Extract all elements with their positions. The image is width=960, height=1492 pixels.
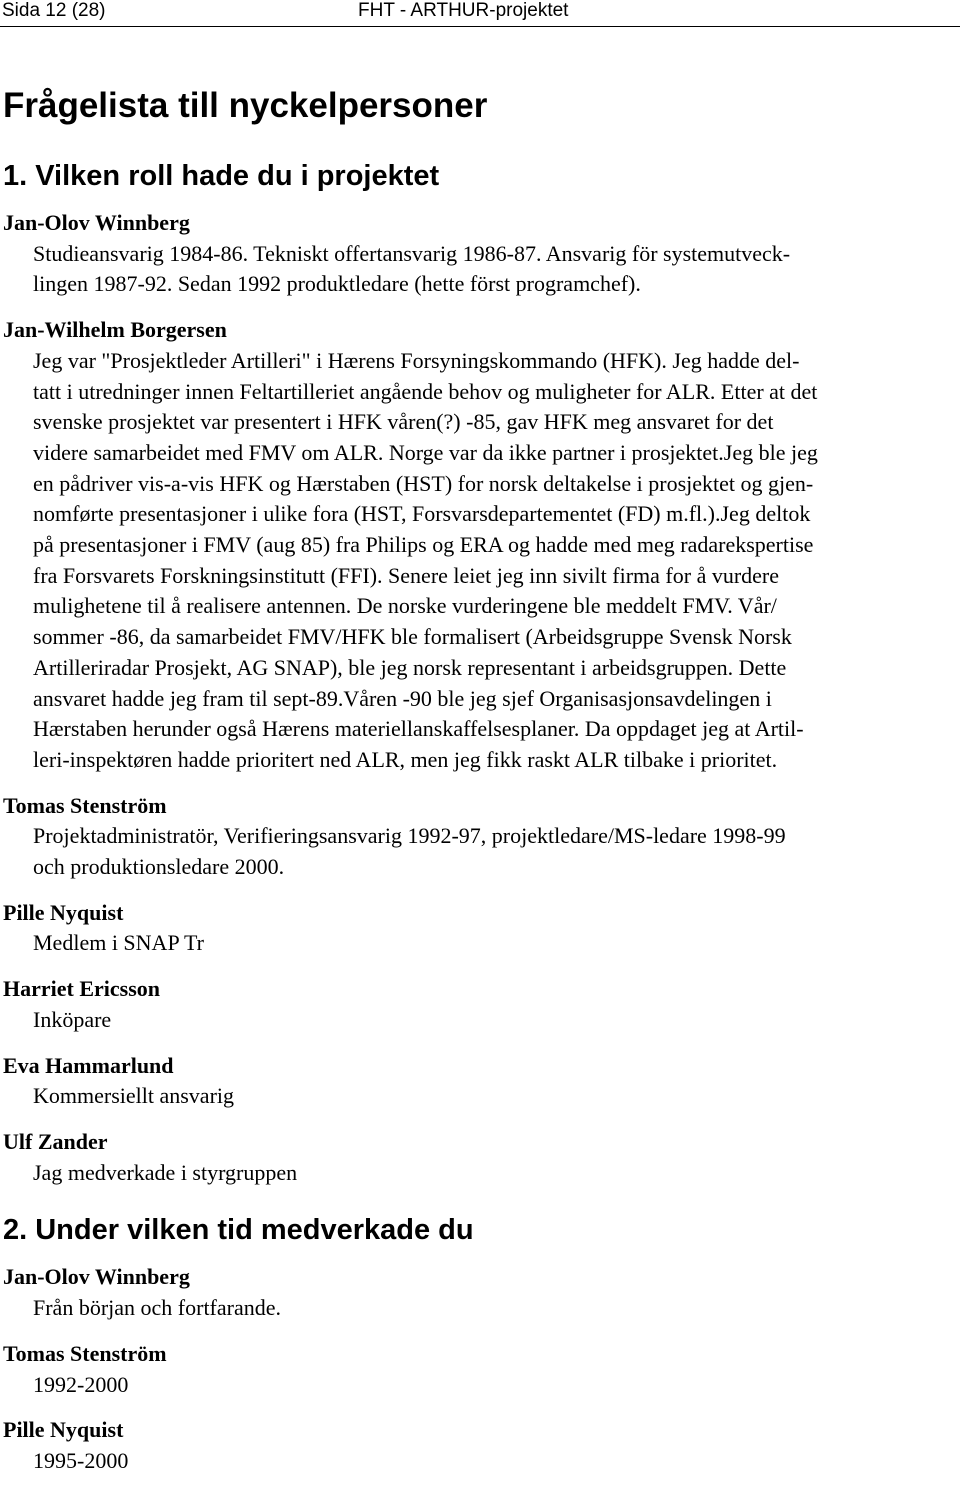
answer-text: Projektadministratör, Verifieringsansvarig 1992-97, projektledare/MS-ledare 1998-99 och produktionsledare 2000. bbox=[33, 823, 786, 880]
answer-text: Jeg var "Prosjektleder Artilleri" i Hærens Forsyningskommando (HFK). Jeg hadde del- tatt i utredninger innen Feltartilleriet angående behov og muligheter for ALR. Etter at det svenske prosjektet var presentert i HFK våren(?) -85, gav HFK meg ansvaret for det videre samarbeidet med FMV om ALR. Norge var da ikke partner i prosjektet.Jeg ble jeg en pådriver vis-a-vis HFK og Hærstaben (HST) for norsk deltakelse i prosjektet og gjen- nomførte presentasjoner i ulike fora (HST, Forsvarsdepartementet (FD) m.fl.).Jeg deltok på presentasjoner i FMV (aug 85) fra Philips og ERA og hadde med meg radarekspertise fra Forsvarets Forskningsinstitutt (FFI). Senere leiet jeg inn sivilt firma for å vurdere mulighetene til å realisere antennen. De norske vurderingene ble meddelt FMV. Vår/ sommer -86, da samarbeidet FMV/HFK ble formalisert (Arbeidsgruppe Svensk Norsk Artilleriradar Prosjekt, AG SNAP), ble jeg norsk representant i arbeidsgruppen. Dette ansvaret hadde jeg fram til sept-89.Våren -90 ble jeg sjef Organisasjonsavdelingen i Hærstaben herunder også Hærens materiellanskaffelsesplaner. Da oppdaget jeg at Artil- leri-inspektøren hadde prioritert ned ALR, men jeg fikk raskt ALR tilbake i prioritet. bbox=[33, 347, 818, 772]
answer-text: 1995-2000 bbox=[33, 1447, 129, 1473]
entry bbox=[3, 1339, 953, 1400]
entry bbox=[3, 791, 953, 883]
entry bbox=[3, 208, 953, 300]
person-name: Pille Nyquist bbox=[3, 899, 124, 925]
answer-text: Kommersiellt ansvarig bbox=[33, 1083, 235, 1109]
document-title: Frågelista till nyckelpersoner bbox=[3, 86, 488, 125]
person-name: Harriet Ericsson bbox=[3, 976, 161, 1002]
person-name: Ulf Zander bbox=[3, 1128, 108, 1154]
answer-text: Från början och fortfarande. bbox=[33, 1295, 282, 1321]
answer-text: Studieansvarig 1984-86. Tekniskt offertansvarig 1986-87. Ansvarig för systemutveck- lingen 1987-92. Sedan 1992 produktledare (hette först programchef). bbox=[33, 240, 791, 297]
person-name: Jan-Olov Winnberg bbox=[3, 1264, 190, 1290]
person-name: Eva Hammarlund bbox=[3, 1052, 174, 1078]
person-name: Tomas Stenström bbox=[3, 1340, 167, 1366]
entry bbox=[3, 974, 953, 1035]
entry bbox=[3, 315, 953, 776]
running-title: FHT - ARTHUR-projektet bbox=[358, 0, 569, 21]
entry bbox=[3, 1262, 953, 1323]
document-body bbox=[3, 84, 953, 1492]
section-heading: 1. Vilken roll hade du i projektet bbox=[3, 160, 440, 192]
person-name: Jan-Olov Winnberg bbox=[3, 210, 190, 235]
entry bbox=[3, 1051, 953, 1112]
person-name: Jan-Wilhelm Borgersen bbox=[3, 317, 227, 343]
person-name: Tomas Stenström bbox=[3, 792, 167, 818]
answer-text: Jag medverkade i styrgruppen bbox=[33, 1159, 298, 1185]
answer-text: Medlem i SNAP Tr bbox=[33, 930, 204, 956]
entry bbox=[3, 1127, 953, 1188]
section-heading: 2. Under vilken tid medverkade du bbox=[3, 1214, 474, 1247]
entry bbox=[3, 1415, 953, 1476]
header-rule bbox=[0, 26, 960, 27]
section-duration bbox=[3, 1212, 953, 1476]
answer-text: Inköpare bbox=[33, 1006, 112, 1032]
entry bbox=[3, 898, 953, 959]
section-role bbox=[3, 158, 953, 1188]
page-number: Sida 12 (28) bbox=[2, 0, 106, 21]
page-header bbox=[0, 0, 960, 26]
person-name: Pille Nyquist bbox=[3, 1417, 124, 1443]
answer-text: 1992-2000 bbox=[33, 1371, 129, 1397]
